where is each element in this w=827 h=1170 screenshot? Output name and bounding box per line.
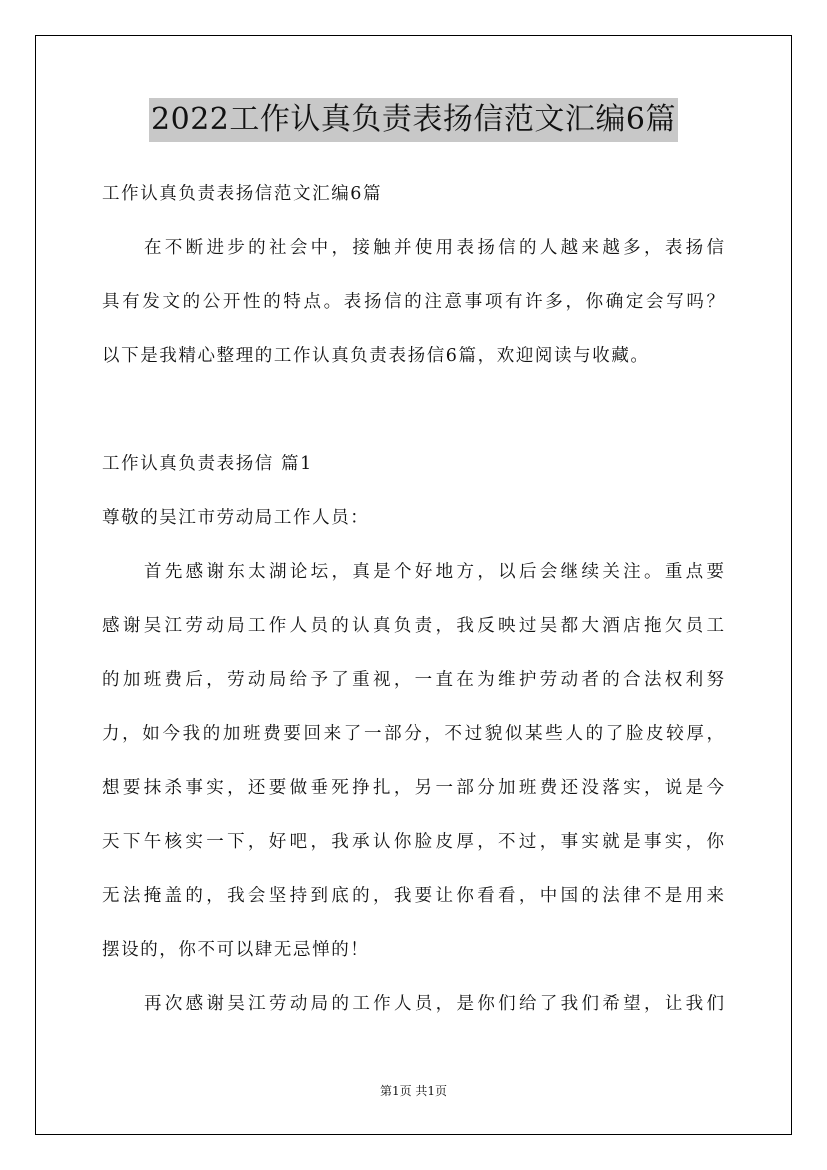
body-line-7: 无法掩盖的，我会坚持到底的，我要让你看看，中国的法律不是用来	[102, 886, 724, 906]
body-line-3: 的加班费后，劳动局给予了重视，一直在为维护劳动者的合法权利努	[102, 670, 724, 690]
section-heading: 工作认真负责表扬信 篇1	[102, 454, 313, 474]
intro-line-1: 在不断进步的社会中，接触并使用表扬信的人越来越多，表扬信	[144, 238, 724, 258]
title-container	[0, 98, 827, 142]
document-title: 2022工作认真负责表扬信范文汇编6篇	[149, 98, 678, 142]
document-subtitle: 工作认真负责表扬信范文汇编6篇	[102, 184, 383, 204]
closing-line: 再次感谢吴江劳动局的工作人员，是你们给了我们希望，让我们	[144, 994, 724, 1014]
body-line-5: 想要抹杀事实，还要做垂死挣扎，另一部分加班费还没落实，说是今	[102, 778, 724, 798]
intro-line-2: 具有发文的公开性的特点。表扬信的注意事项有许多，你确定会写吗？	[102, 292, 724, 312]
page-footer: 第1页 共1页	[379, 1084, 448, 1098]
intro-line-3: 以下是我精心整理的工作认真负责表扬信6篇，欢迎阅读与收藏。	[102, 346, 650, 366]
body-line-4: 力，如今我的加班费要回来了一部分，不过貌似某些人的了脸皮较厚，	[102, 724, 724, 744]
body-line-6: 天下午核实一下，好吧，我承认你脸皮厚，不过，事实就是事实，你	[102, 832, 724, 852]
body-line-2: 感谢吴江劳动局工作人员的认真负责，我反映过吴都大酒店拖欠员工	[102, 616, 724, 636]
salutation: 尊敬的吴江市劳动局工作人员：	[102, 508, 370, 528]
body-line-8: 摆设的，你不可以肆无忌惮的！	[102, 940, 370, 960]
body-line-1: 首先感谢东太湖论坛，真是个好地方，以后会继续关注。重点要	[144, 562, 724, 582]
